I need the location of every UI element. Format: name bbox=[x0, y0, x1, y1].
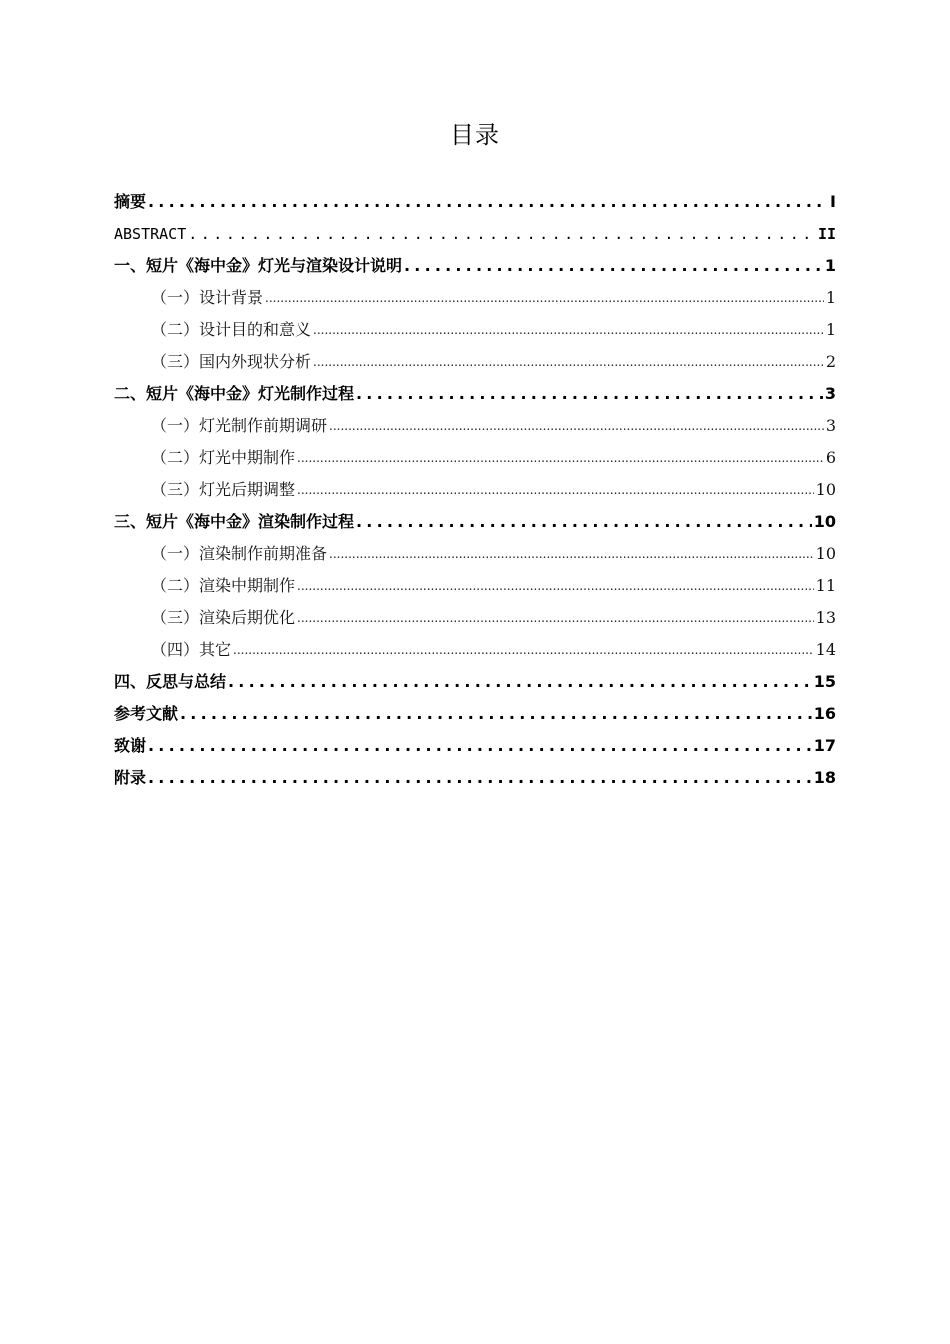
toc-dot-leader bbox=[329, 416, 824, 436]
toc-entry-title: （二）设计目的和意义 bbox=[151, 320, 312, 339]
toc-entry-title: （一）渲染制作前期准备 bbox=[151, 544, 328, 563]
toc-page-number: I bbox=[830, 192, 836, 211]
toc-subentry[interactable] bbox=[114, 436, 836, 468]
toc-page-number: 16 bbox=[813, 704, 836, 723]
table-of-contents bbox=[114, 180, 836, 788]
toc-subentry[interactable] bbox=[114, 340, 836, 372]
toc-entry[interactable] bbox=[114, 180, 836, 212]
toc-entry-title: 三、短片《海中金》渲染制作过程 bbox=[114, 512, 355, 531]
toc-subentry[interactable] bbox=[114, 404, 836, 436]
toc-page-number: 1 bbox=[824, 256, 836, 275]
toc-page-number: 13 bbox=[815, 608, 836, 627]
toc-dot-leader bbox=[297, 480, 814, 500]
toc-page-number: 11 bbox=[815, 576, 836, 595]
toc-entry[interactable] bbox=[114, 372, 836, 404]
toc-page-number: 15 bbox=[813, 672, 836, 691]
toc-dot-leader bbox=[297, 448, 824, 468]
toc-page-number: 2 bbox=[825, 352, 836, 371]
toc-entry-title: 致谢 bbox=[114, 736, 147, 755]
toc-dot-leader bbox=[356, 384, 823, 404]
toc-page-number: 10 bbox=[815, 480, 836, 499]
toc-dot-leader bbox=[228, 672, 812, 692]
toc-page-number: 1 bbox=[825, 320, 836, 339]
toc-dot-leader bbox=[148, 192, 828, 212]
toc-dot-leader bbox=[297, 608, 814, 628]
toc-subentry[interactable] bbox=[114, 308, 836, 340]
toc-dot-leader bbox=[297, 576, 814, 596]
toc-subentry[interactable] bbox=[114, 596, 836, 628]
toc-entry-title: 附录 bbox=[114, 768, 147, 787]
toc-dot-leader bbox=[188, 224, 816, 244]
toc-entry[interactable] bbox=[114, 244, 836, 276]
toc-page-number: 6 bbox=[825, 448, 836, 467]
toc-subentry[interactable] bbox=[114, 532, 836, 564]
toc-page-number: 17 bbox=[813, 736, 836, 755]
toc-entry[interactable] bbox=[114, 724, 836, 756]
toc-page-number: 18 bbox=[813, 768, 836, 787]
toc-dot-leader bbox=[233, 640, 814, 660]
toc-entry-title: 二、短片《海中金》灯光制作过程 bbox=[114, 384, 355, 403]
toc-page-number: 10 bbox=[813, 512, 836, 531]
toc-dot-leader bbox=[356, 512, 812, 532]
toc-dot-leader bbox=[404, 256, 823, 276]
toc-dot-leader bbox=[148, 768, 812, 788]
toc-dot-leader bbox=[313, 352, 824, 372]
toc-dot-leader bbox=[180, 704, 812, 724]
toc-entry-title: （四）其它 bbox=[151, 640, 232, 659]
toc-entry[interactable] bbox=[114, 660, 836, 692]
toc-entry-title: 四、反思与总结 bbox=[114, 672, 227, 691]
toc-entry[interactable] bbox=[114, 692, 836, 724]
toc-subentry[interactable] bbox=[114, 564, 836, 596]
toc-subentry[interactable] bbox=[114, 628, 836, 660]
toc-subentry[interactable] bbox=[114, 276, 836, 308]
toc-entry-title: （三）灯光后期调整 bbox=[151, 480, 296, 499]
toc-subentry[interactable] bbox=[114, 468, 836, 500]
toc-entry-title: （三）渲染后期优化 bbox=[151, 608, 296, 627]
toc-entry-title: 摘要 bbox=[114, 192, 147, 211]
page-title: 目录 bbox=[450, 121, 500, 149]
toc-entry[interactable] bbox=[114, 756, 836, 788]
toc-entry-title: 参考文献 bbox=[114, 704, 179, 723]
toc-page-number: 14 bbox=[815, 640, 836, 659]
toc-page-number: 10 bbox=[815, 544, 836, 563]
toc-entry-title: （三）国内外现状分析 bbox=[151, 352, 312, 371]
toc-entry[interactable] bbox=[114, 212, 836, 244]
toc-entry-title: （一）灯光制作前期调研 bbox=[151, 416, 328, 435]
toc-page-number: 1 bbox=[825, 288, 836, 307]
toc-entry-title: （二）灯光中期制作 bbox=[151, 448, 296, 467]
toc-entry-title: 一、短片《海中金》灯光与渲染设计说明 bbox=[114, 256, 403, 275]
toc-entry[interactable] bbox=[114, 500, 836, 532]
toc-page-number: 3 bbox=[825, 416, 836, 435]
toc-entry-title: （二）渲染中期制作 bbox=[151, 576, 296, 595]
toc-dot-leader bbox=[313, 320, 824, 340]
toc-dot-leader bbox=[265, 288, 824, 308]
toc-page-number: 3 bbox=[824, 384, 836, 403]
toc-dot-leader bbox=[329, 544, 814, 564]
toc-entry-title: （一）设计背景 bbox=[151, 288, 264, 307]
toc-page-number: II bbox=[817, 225, 836, 243]
toc-entry-title: ABSTRACT bbox=[114, 225, 187, 243]
toc-dot-leader bbox=[148, 736, 812, 756]
